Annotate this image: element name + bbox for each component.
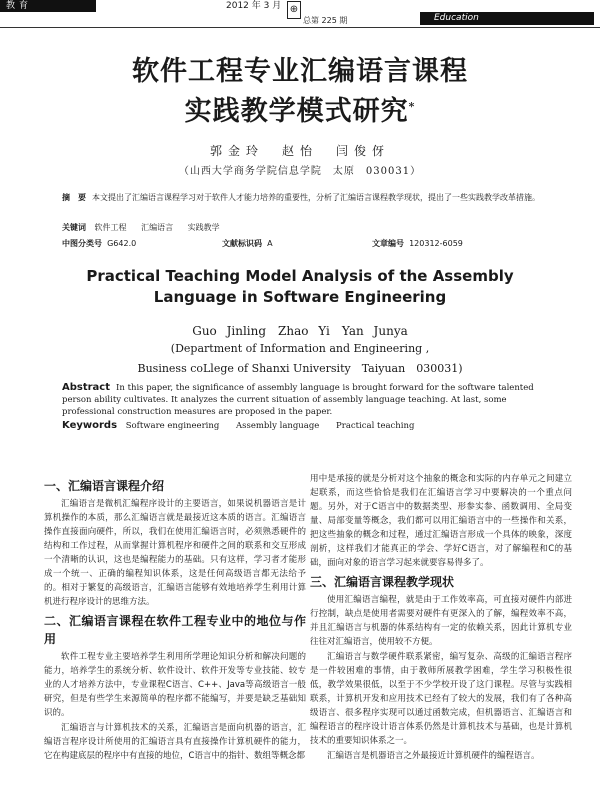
body-paragraph: 汇编语言是微机汇编程序设计的主要语言，如果说机器语言是计算机操作的本质，那么汇编语言就是最接近这本质的语言。汇编语言操作直接面向硬件，所以，我们在使用汇编语言时，必须熟悉硬件的结构和工作过程，从而掌握计算机程序和硬件之间的联系和交互形成一个清晰的认识，这也是编程能力的基础。只有这样，学习者才能形成一个统一、正确的编程知识体系，这是任何高级语言都无法给予的。相对于繁复的高级语言，汇编语言能够有效地培养学生利用计算机进行程序设计的思维方法。 [44, 499, 306, 607]
department-english: (Department of Information and Engineering , [170, 342, 430, 355]
authors-english: Guo Jinling Zhao Yi Yan Junya [192, 324, 408, 338]
body-paragraph: 汇编语言与数学硬件联系紧密，编写复杂、高级的汇编语言程序是一件较困难的事情，由于教师所展教学困难，学生学习积极性很低，教学效果很低，以至于不少学校开设了这门课程。尽管与实践相联系，计算机开发和应用技术已经有了较大的发展，我们有了各种高级语言、很多程序实现可以通过函数完成，但机器语言、汇编语言和编程语言的程序设计语言体系仍然是计算机技术与基础，也是计算机技术的重要知识体系之一。 [310, 652, 572, 746]
title-english [0, 266, 600, 308]
keywords-english [62, 420, 428, 432]
abstract-cn-text: 本文提出了汇编语言课程学习对于软件人才能力培养的重要性，分析了汇编语言课程教学现状，提出了一些实践教学改革措施。 [92, 193, 540, 202]
body-paragraph: 软件工程专业主要培养学生利用所学理论知识分析和解决问题的能力，培养学生的系统分析、软件设计、软件开发等专业技能、较专业的人才培养方法中，专业课程C语言、C++、Java等高级语言一般研究，但是有些学生来源简单的程序都不能编写，并要是缺乏基础知识的。 [44, 652, 306, 718]
affiliation-chinese: （山西大学商务学院信息学院 太原 030031） [178, 166, 422, 177]
keywords-en-label: Keywords [62, 420, 118, 431]
body-paragraph: 汇编语言是机器语言之外最接近计算机硬件的编程语言。 [327, 751, 540, 761]
clc-value: G642.0 [107, 239, 137, 248]
keyword-en-item: Assembly language [235, 421, 320, 431]
abstract-chinese [62, 192, 540, 204]
title-cn-line1: 软件工程专业汇编语言课程 [132, 56, 468, 87]
abstract-en-text: In this paper, the significance of assembly language is brought forward for the software talented person ability cultivates. It analyzes the current situation of assembly language teaching. At last, some professional construction measures are proposed in the paper. [62, 383, 534, 417]
keywords-chinese [62, 222, 232, 234]
title-en-line1: Practical Teaching Model Analysis of the Assembly [86, 267, 514, 285]
abstract-english [62, 382, 540, 418]
section-1-heading: 一、汇编语言课程介绍 [44, 479, 165, 493]
clc-label: 中图分类号 [62, 239, 102, 248]
abstract-cn-label: 摘 要 [62, 193, 86, 202]
article-no-value: 120312-6059 [409, 239, 463, 248]
section-3-heading: 三、汇编语言课程教学现状 [310, 575, 455, 589]
doc-code-value: A [267, 239, 273, 248]
keywords-cn-label: 关键词 [62, 223, 86, 232]
keyword-en-item: Software engineering [125, 421, 220, 431]
header-divider [0, 27, 600, 28]
section-2-heading: 二、汇编语言课程在软件工程专业中的地位与作用 [44, 614, 306, 646]
title-en-line2: Language in Software Engineering [153, 288, 447, 306]
abstract-en-label: Abstract [62, 382, 111, 393]
issue-date: 2012 年 3 月 [226, 1, 282, 11]
body-column-left [44, 474, 306, 764]
title-cn-line2: 实践教学模式研究 [184, 96, 409, 127]
journal-logo-icon: ⊕ [287, 1, 301, 19]
body-column-right [310, 472, 572, 764]
body-paragraph: 使用汇编语言编程，就是由于工作效率高，可直接对硬件内部进行控制，缺点是使用者需要对硬件有更深入的了解，编程效率不高，并且汇编语言与机器的体系结构有一定的依赖关系，因此计算机专业往往对汇编语言，使用较不方便。 [310, 595, 572, 647]
keyword-cn-item: 实践教学 [187, 223, 220, 232]
title-chinese [0, 54, 600, 129]
authors-chinese: 郭金玲 赵怡 闫俊伢 [209, 144, 390, 158]
keyword-cn-item: 软件工程 [94, 223, 127, 232]
issue-number: 总第 225 期 [303, 16, 348, 25]
doc-code-label: 文献标识码 [222, 239, 262, 248]
funding-marker: * [408, 100, 416, 113]
article-no-label: 文章编号 [372, 239, 404, 248]
running-header [0, 0, 600, 30]
keyword-en-item: Practical teaching [336, 421, 415, 431]
school-english: Business coLlege of Shanxi University Taiyuan 030031) [137, 362, 463, 375]
journal-section-tag-en: Education [420, 12, 594, 25]
journal-section-tag: 教育 [0, 0, 96, 12]
keyword-cn-item: 汇编语言 [141, 223, 174, 232]
body-paragraph: 用中是承接的就是分析对这个抽象的概念和实际的内存单元之间建立起联系，而这些恰恰是我们在汇编语言学习中要解决的一个重点问题。另外，对于C语言中的数据类型、形参实参、函数调用、全局变量、局部变量等概念，我们都可以用汇编语言中的一些操作和关系，把这些抽象的概念和过程，通过汇编语言形成一个具体的映象，深度剖析，这样我们才能真正的学会、学好C语言，对了解编程和C的基础，面向对象的语言学习起来就要容易得多了。 [310, 474, 572, 568]
body-paragraph: 汇编语言与计算机技术的关系，汇编语言是面向机器的语言，汇编语言程序设计所使用的汇编语言具有直接操作计算机硬件的能力，它在构建底层的程序中有直接的地位，C语言中的指针、数组等概念都 [44, 723, 306, 761]
